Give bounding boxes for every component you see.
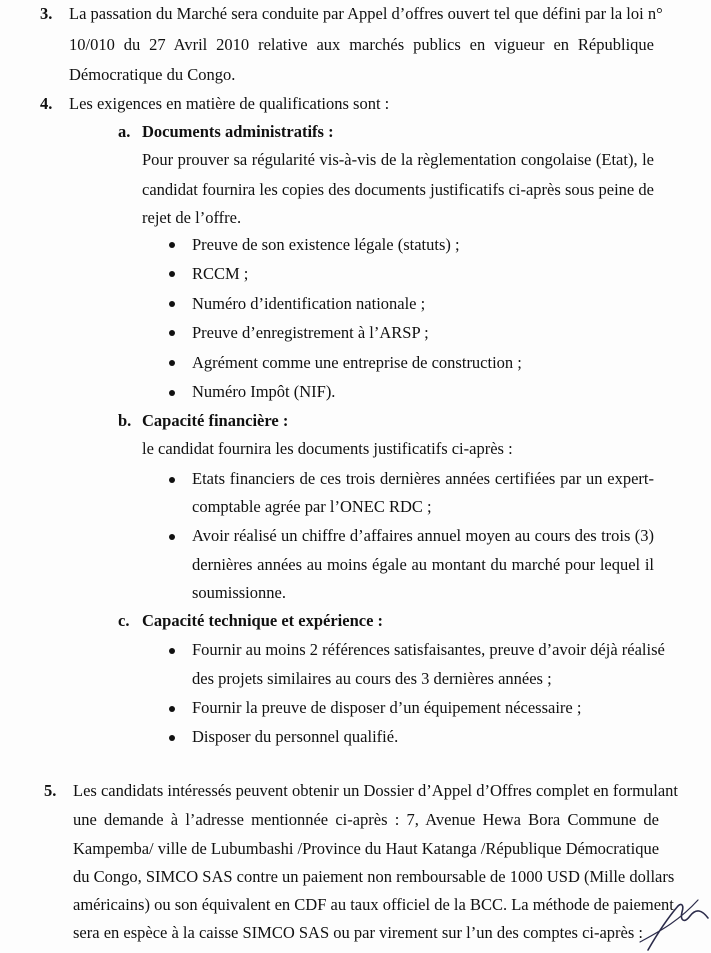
- subsection-c-title: Capacité technique et expérience :: [142, 611, 384, 630]
- list-item-line: soumissionne.: [192, 583, 286, 602]
- list-item: Disposer du personnel qualifié.: [192, 727, 399, 746]
- section-4-intro: Les exigences en matière de qualifications sont :: [69, 94, 390, 113]
- list-item: Numéro d’identification nationale ;: [192, 294, 426, 313]
- subsection-b-intro: le candidat fournira les documents justificatifs ci-après :: [142, 439, 513, 458]
- list-item-line: dernières années au moins égale au montant du marché pour lequel il: [192, 555, 654, 574]
- list-item-line: Avoir réalisé un chiffre d’affaires annuel moyen au cours des trois (3): [192, 526, 654, 545]
- section-3-line-1: La passation du Marché sera conduite par Appel d’offres ouvert tel que défini par la loi n°: [69, 4, 663, 23]
- section-3-line-3: Démocratique du Congo.: [69, 65, 236, 84]
- section-3-number: 3.: [40, 4, 53, 23]
- bullet-icon: [169, 477, 175, 483]
- subsection-a-title: Documents administratifs :: [142, 122, 334, 141]
- list-item-line: Etats financiers de ces trois dernières années certifiées par un expert-: [192, 469, 654, 488]
- section-4-number: 4.: [40, 94, 53, 113]
- subsection-a-paragraph-line-2: candidat fournira les copies des documents justificatifs ci-après sous peine de: [142, 180, 654, 199]
- bullet-icon: [169, 360, 175, 366]
- subsection-b-title: Capacité financière :: [142, 411, 289, 430]
- list-item: Agrément comme une entreprise de construction ;: [192, 353, 522, 372]
- section-5-line-4: du Congo, SIMCO SAS contre un paiement non remboursable de 1000 USD (Mille dollars: [73, 867, 675, 886]
- section-5-line-3: Kampemba/ ville de Lubumbashi /Province du Haut Katanga /République Démocratique: [73, 839, 660, 858]
- section-5-line-5: américains) ou son équivalent en CDF au taux officiel de la BCC. La méthode de paiement: [73, 895, 674, 914]
- bullet-icon: [169, 271, 175, 277]
- list-item: Fournir la preuve de disposer d’un équipement nécessaire ;: [192, 698, 582, 717]
- bullet-icon: [169, 330, 175, 336]
- handwritten-signature: [638, 892, 711, 953]
- bullet-icon: [169, 735, 175, 741]
- bullet-icon: [169, 242, 175, 248]
- section-5-number: 5.: [44, 781, 57, 800]
- subsection-a-paragraph-line-3: rejet de l’offre.: [142, 208, 242, 227]
- section-5-line-2: une demande à l’adresse mentionnée ci-après : 7, Avenue Hewa Bora Commune de: [73, 810, 659, 829]
- bullet-icon: [169, 648, 175, 654]
- bullet-icon: [169, 390, 175, 396]
- subsection-a-paragraph-line-1: Pour prouver sa régularité vis-à-vis de la règlementation congolaise (Etat), le: [142, 150, 654, 169]
- list-item: Preuve de son existence légale (statuts) ;: [192, 235, 460, 254]
- list-item: Numéro Impôt (NIF).: [192, 382, 336, 401]
- subsection-a-letter: a.: [118, 122, 131, 141]
- list-item-line: des projets similaires au cours des 3 dernières années ;: [192, 669, 552, 688]
- subsection-b-letter: b.: [118, 411, 132, 430]
- section-3-line-2: 10/010 du 27 Avril 2010 relative aux marchés publics en vigueur en République: [69, 35, 654, 54]
- section-5-line-1: Les candidats intéressés peuvent obtenir un Dossier d’Appel d’Offres complet en formulant: [73, 781, 678, 800]
- subsection-c-letter: c.: [118, 611, 130, 630]
- section-5-line-6: sera en espèce à la caisse SIMCO SAS ou par virement sur l’un des comptes ci-après :: [73, 923, 643, 942]
- bullet-icon: [169, 534, 175, 540]
- list-item-line: comptable agrée par l’ONEC RDC ;: [192, 497, 432, 516]
- list-item-line: Fournir au moins 2 références satisfaisantes, preuve d’avoir déjà réalisé: [192, 640, 665, 659]
- bullet-icon: [169, 301, 175, 307]
- list-item: Preuve d’enregistrement à l’ARSP ;: [192, 323, 429, 342]
- list-item: RCCM ;: [192, 264, 249, 283]
- bullet-icon: [169, 706, 175, 712]
